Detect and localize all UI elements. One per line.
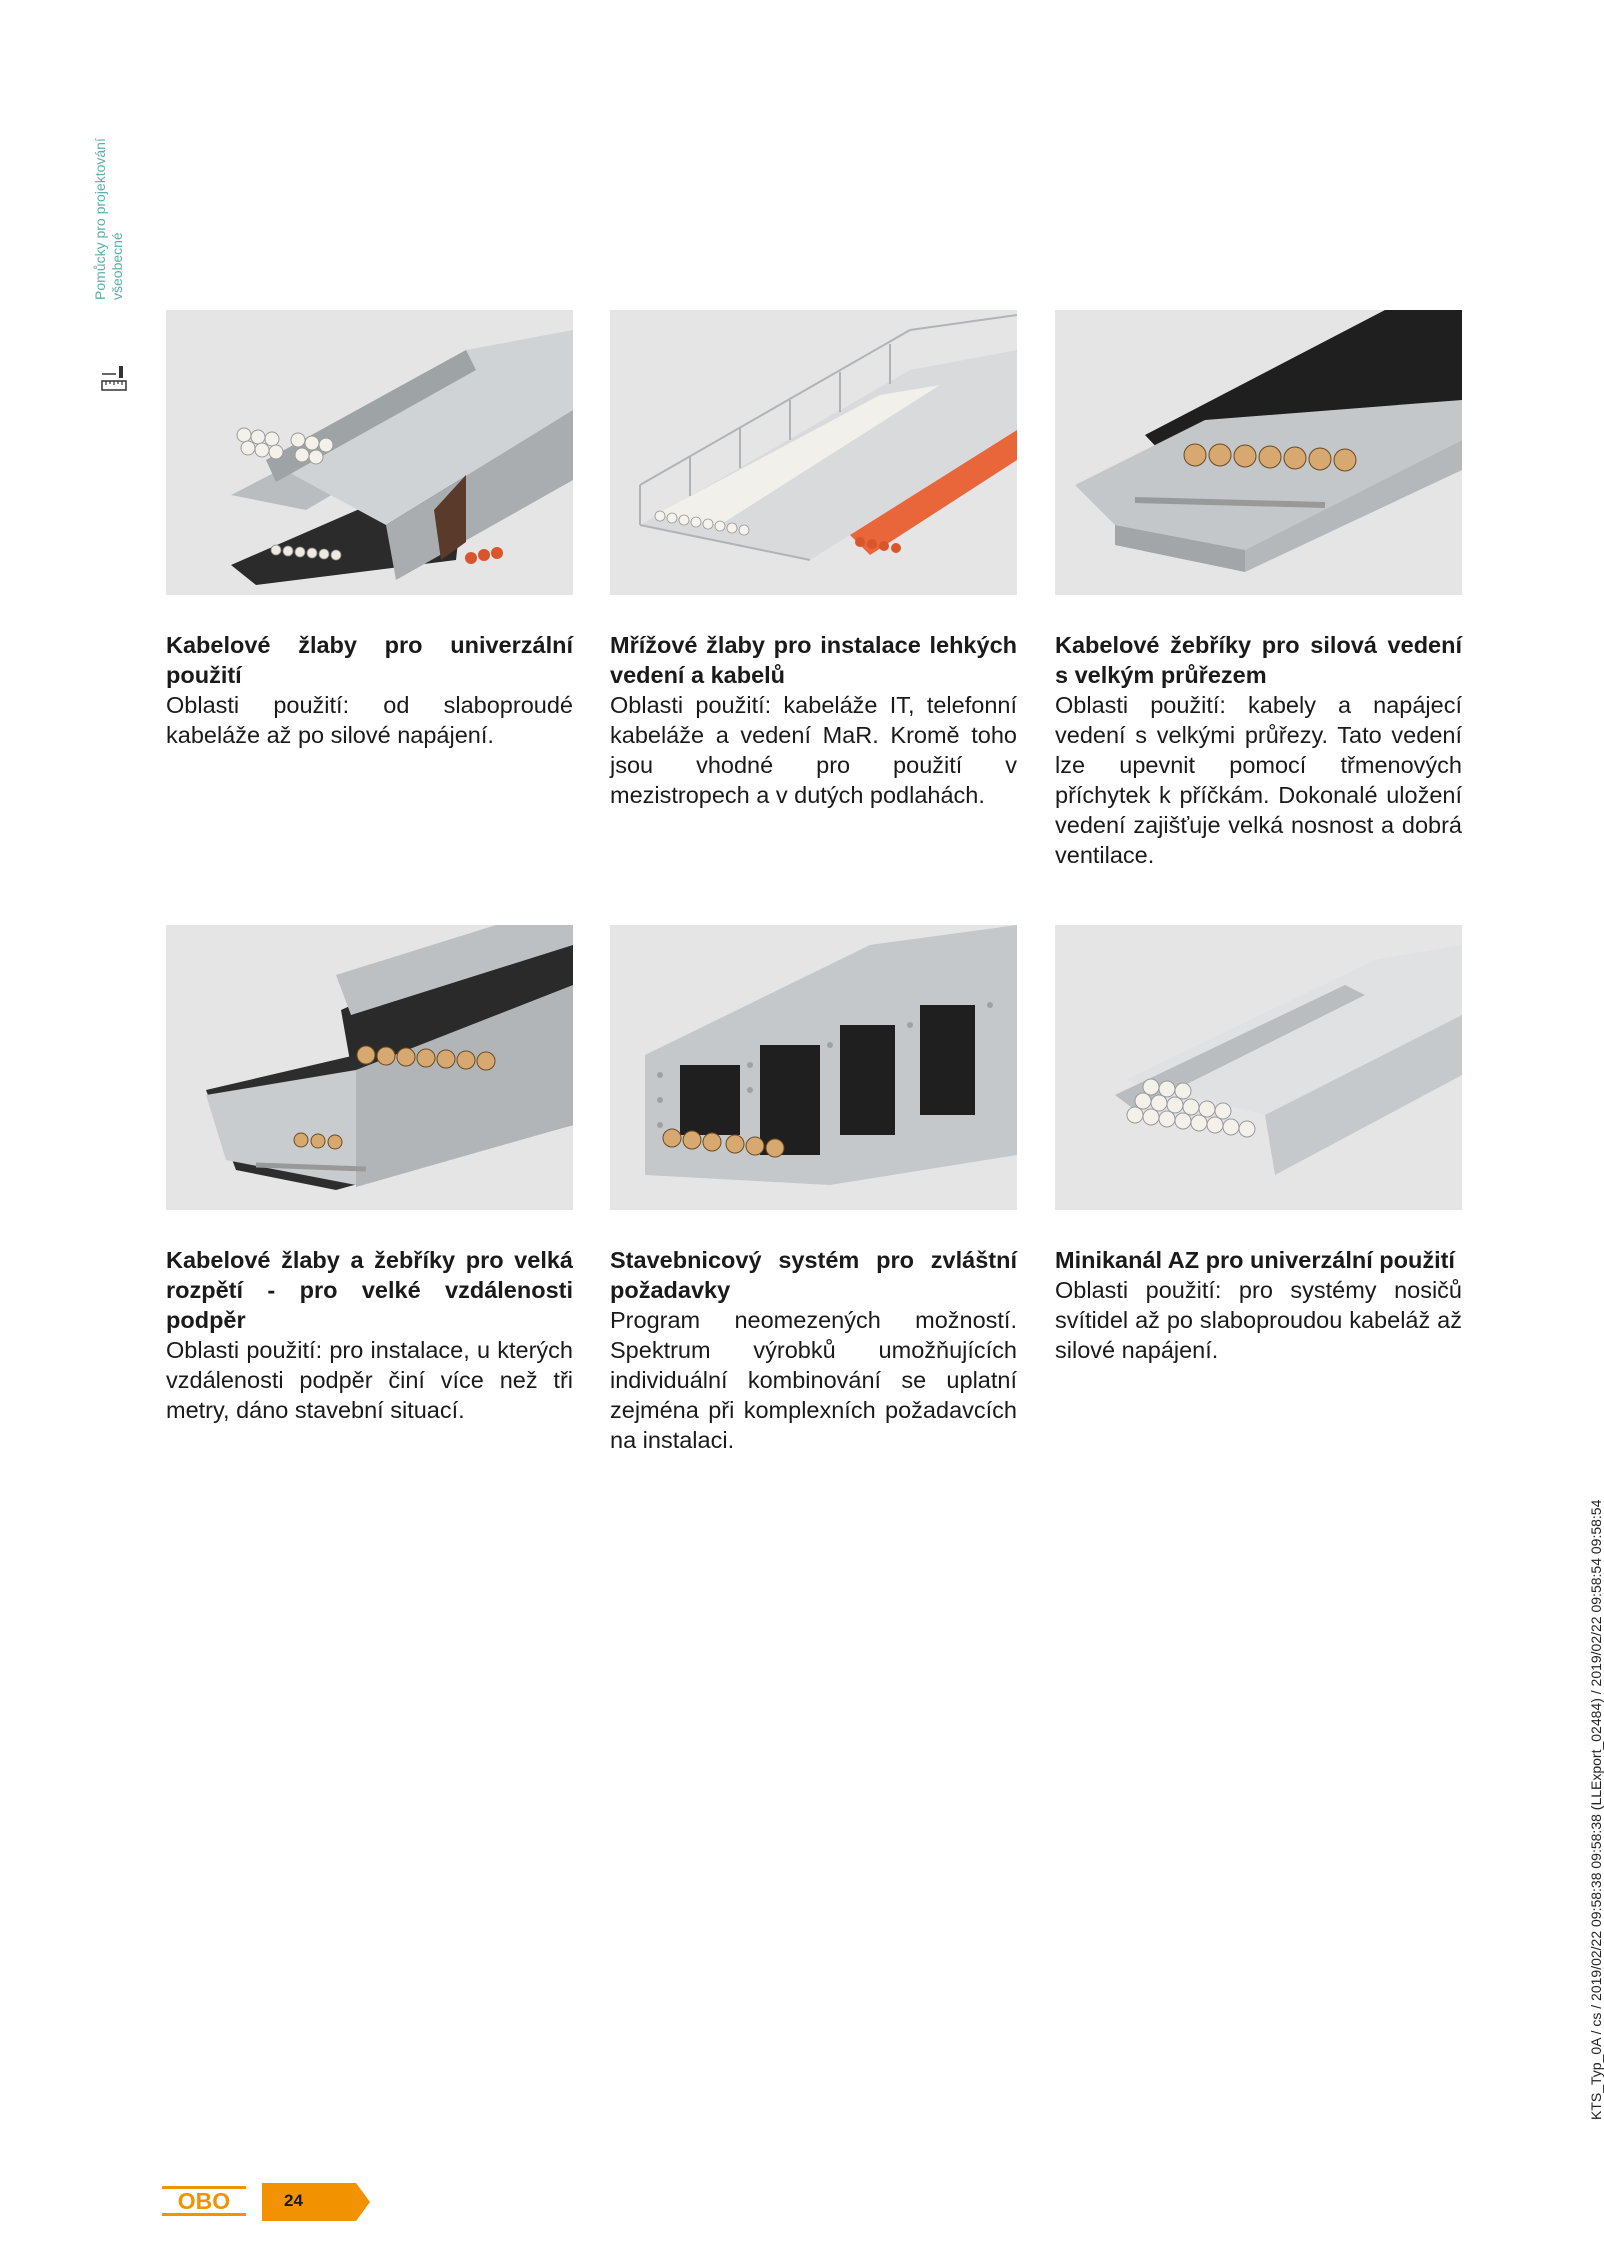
mini-channel-az-photo (1055, 925, 1462, 1210)
svg-text:OBO: OBO (177, 2188, 231, 2214)
obo-logo (162, 2186, 246, 2216)
long-span-trays-ladders-photo (166, 925, 573, 1210)
card-title: Kabelové žlaby a žebříky pro velká rozpětí - pro velké vzdálenosti podpěr (166, 1247, 573, 1333)
ruler-pencil-icon (99, 364, 129, 394)
card-body: Oblasti použití: pro systémy nosičů svítidel až po slaboproudou kabeláž až silové napájení. (1055, 1277, 1462, 1363)
card-body: Oblasti použití: kabely a napájecí vedení s velkými průřezy. Tato vedení lze upevnit pomocí třmenových příchytek k příčkám. Dokonalé uložení vedení zajišťuje velká nosnost a dobrá ventilace. (1055, 692, 1462, 868)
section-label (92, 138, 126, 300)
mesh-trays-photo (610, 310, 1017, 595)
page-number-tab (262, 2183, 370, 2221)
card-body: Oblasti použití: od slaboproudé kabeláže až po silové napájení. (166, 692, 573, 748)
cable-trays-universal-photo (166, 310, 573, 595)
card-title: Minikanál AZ pro univerzální použití (1055, 1247, 1455, 1273)
cable-ladders-power-photo (1055, 310, 1462, 595)
card-title: Stavebnicový systém pro zvláštní požadavky (610, 1247, 1017, 1303)
card-title: Mřížové žlaby pro instalace lehkých vedení a kabelů (610, 632, 1017, 688)
modular-system-photo (610, 925, 1017, 1210)
page-number: 24 (284, 2191, 303, 2210)
card-body: Oblasti použití: kabeláže IT, telefonní kabeláže a vedení MaR. Kromě toho jsou vhodné pro použití v mezistropech a v dutých podlahách. (610, 692, 1017, 808)
card-title: Kabelové žlaby pro univerzální použití (166, 632, 573, 688)
export-meta-text: KTS_Typ_0A / cs / 2019/02/22 09:58:38 09:58:38 (LLExport_02484) / 2019/02/22 09:58:54 09:58:54 (1588, 1499, 1604, 2120)
section-label-line1: Pomůcky pro projektování (92, 138, 108, 300)
section-label-line2: všeobecné (109, 232, 125, 300)
card-body: Program neomezených možností. Spektrum výrobků umožňujících individuální kombinování se uplatní zejména při komplexních požadavcích na instalaci. (610, 1307, 1017, 1453)
card-title: Kabelové žebříky pro silová vedení s velkým průřezem (1055, 632, 1462, 688)
card-body: Oblasti použití: pro instalace, u kterých vzdálenosti podpěr činí více než tři metry, dáno stavební situací. (166, 1337, 573, 1423)
